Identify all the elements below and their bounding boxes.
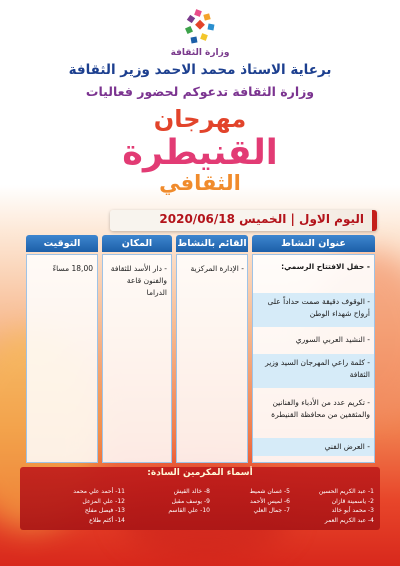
place-cell: - دار الأسد للثقافة والفنون قاعة الدراما [110,264,167,297]
honoree-name: 3- محمد أبو خالد [331,507,374,514]
honoree-name: 10- علي القاسم [168,507,210,514]
honoree-name: 6- لميس الأحمد [250,497,290,505]
festival-title-subtitle: الثقافي [159,171,241,195]
honoree-name: 13- فيصل مفلح [84,507,125,514]
honoree-name: 12- علي المزعل [82,497,125,505]
honorees-column-2 [249,487,290,516]
honorees-column-1 [319,487,374,525]
organizer-column [176,254,248,463]
patronage-line: برعاية الاستاذ محمد الاحمد وزير الثقافة [68,62,332,78]
organizer-cell: - الإدارة المركزية [190,264,244,273]
activity-item: - العرض الفني [253,438,374,456]
honoree-name: 7- جمال العلي [253,507,290,514]
header-organizer: القائم بالنشاط [176,235,248,252]
honoree-name: 1- عبد الكريم الحسين [318,488,374,495]
festival-title-name: القنيطرة [122,133,278,173]
header-activity: عنوان النشاط [252,235,375,252]
activity-item: - الوقوف دقيقة صمت حداداً على أرواح شهداء الوطن [253,293,374,327]
honoree-name: 8- خالد القيش [173,488,210,495]
activity-item: - حفل الافتتاح الرسمي: [281,262,370,271]
activity-item: - النشيد العربي السوري [295,335,370,344]
time-column [26,254,98,463]
logo-caption: وزارة الثقافة [170,48,230,58]
activity-item: - كلمة راعي المهرجان السيد وزير الثقافة [253,354,374,388]
activity-column [252,254,375,463]
time-cell: 18,00 مساءً [52,264,93,273]
honoree-name: 9- يوسف مقبل [171,497,210,505]
header-time: التوقيت [26,235,98,252]
honorees-column-3 [168,487,210,516]
day-date-label: اليوم الاول | الخميس 2020/06/18 [159,212,364,226]
honorees-box [20,467,380,530]
ministry-logo [180,8,222,48]
honoree-name: 14- أكثم طلاع [89,516,125,524]
activity-item: - تكريم عدد من الأدباء والفنانين والمثقفين من محافظة القنيطرة [271,398,370,419]
header-place: المكان [102,235,172,252]
day-date-band [110,210,377,231]
honoree-name: 5- غسان شميط [249,488,290,495]
schedule-table [26,235,375,463]
invitation-line: وزارة الثقافة تدعوكم لحضور فعاليات [85,84,315,99]
honoree-name: 2- ياسمينة قازان [331,497,374,505]
honoree-name: 4- عبد الكريم العمر [324,516,374,524]
honorees-column-4 [73,487,125,525]
festival-title-word: مهرجان [153,105,247,133]
honoree-name: 11- أحمد علي محمد [73,488,125,495]
honorees-title: أسماء المكرمين السادة: [147,468,253,478]
place-column [102,254,172,463]
